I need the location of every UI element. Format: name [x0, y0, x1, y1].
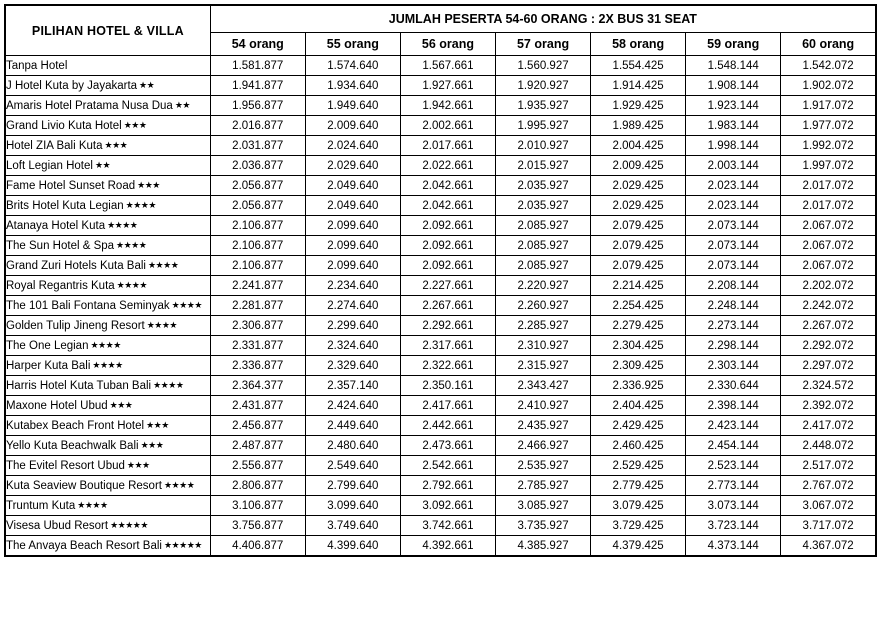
price-cell: 2.022.661 — [400, 156, 495, 176]
price-cell: 2.424.640 — [305, 396, 400, 416]
hotel-name-cell — [5, 216, 210, 236]
price-cell: 2.350.161 — [400, 376, 495, 396]
hotel-name-cell — [5, 436, 210, 456]
price-cell: 2.002.661 — [400, 116, 495, 136]
table-row — [5, 156, 876, 176]
price-cell: 3.742.661 — [400, 516, 495, 536]
table-row — [5, 76, 876, 96]
price-cell: 3.729.425 — [591, 516, 686, 536]
hotel-name-label: Grand Livio Kuta Hotel — [6, 119, 122, 132]
price-cell: 4.392.661 — [400, 536, 495, 557]
hotel-name-cell — [5, 76, 210, 96]
price-cell: 2.542.661 — [400, 456, 495, 476]
price-cell: 2.016.877 — [210, 116, 305, 136]
table-row — [5, 176, 876, 196]
hotel-name-label: Visesa Ubud Resort — [6, 519, 109, 532]
price-cell: 2.429.425 — [591, 416, 686, 436]
price-cell: 2.267.661 — [400, 296, 495, 316]
price-cell: 4.373.144 — [686, 536, 781, 557]
price-cell: 1.997.072 — [781, 156, 876, 176]
price-cell: 2.392.072 — [781, 396, 876, 416]
price-cell: 1.567.661 — [400, 56, 495, 76]
hotel-name-label: Kutabex Beach Front Hotel — [6, 419, 145, 432]
star-rating-icon: ★★ — [137, 79, 155, 90]
price-cell: 2.049.640 — [305, 176, 400, 196]
star-rating-icon: ★★★★ — [145, 259, 179, 270]
hotel-name-cell — [5, 536, 210, 557]
table-row — [5, 396, 876, 416]
price-cell: 1.914.425 — [591, 76, 686, 96]
price-cell: 2.003.144 — [686, 156, 781, 176]
price-cell: 2.067.072 — [781, 216, 876, 236]
hotel-name-cell — [5, 156, 210, 176]
price-cell: 2.435.927 — [496, 416, 591, 436]
price-cell: 2.343.427 — [496, 376, 591, 396]
star-rating-icon: ★★★ — [135, 179, 160, 190]
price-cell: 2.799.640 — [305, 476, 400, 496]
column-header-59: 59 orang — [686, 33, 781, 56]
price-cell: 1.581.877 — [210, 56, 305, 76]
star-rating-icon: ★★★★★ — [108, 519, 148, 530]
price-cell: 2.292.661 — [400, 316, 495, 336]
price-cell: 4.399.640 — [305, 536, 400, 557]
price-cell: 1.923.144 — [686, 96, 781, 116]
price-cell: 2.448.072 — [781, 436, 876, 456]
price-cell: 2.767.072 — [781, 476, 876, 496]
price-cell: 2.099.640 — [305, 256, 400, 276]
hotel-name-cell — [5, 376, 210, 396]
price-cell: 2.067.072 — [781, 256, 876, 276]
price-cell: 2.279.425 — [591, 316, 686, 336]
price-cell: 2.299.640 — [305, 316, 400, 336]
hotel-name-cell — [5, 236, 210, 256]
hotel-name-label: The Sun Hotel & Spa — [6, 239, 115, 252]
hotel-name-label: Grand Zuri Hotels Kuta Bali — [6, 259, 146, 272]
price-cell: 2.303.144 — [686, 356, 781, 376]
star-rating-icon: ★★★ — [121, 119, 147, 130]
table-row — [5, 476, 876, 496]
hotel-name-label: Brits Hotel Kuta Legian — [6, 199, 124, 212]
price-cell: 2.202.072 — [781, 276, 876, 296]
price-cell: 1.998.144 — [686, 136, 781, 156]
price-cell: 2.806.877 — [210, 476, 305, 496]
price-cell: 2.779.425 — [591, 476, 686, 496]
price-cell: 3.723.144 — [686, 516, 781, 536]
price-cell: 2.029.640 — [305, 156, 400, 176]
price-cell: 1.989.425 — [591, 116, 686, 136]
price-cell: 1.917.072 — [781, 96, 876, 116]
hotel-name-cell — [5, 456, 210, 476]
price-cell: 2.549.640 — [305, 456, 400, 476]
table-row — [5, 296, 876, 316]
table-row — [5, 356, 876, 376]
price-cell: 2.079.425 — [591, 256, 686, 276]
price-cell: 3.099.640 — [305, 496, 400, 516]
price-cell: 1.560.927 — [496, 56, 591, 76]
table-row — [5, 196, 876, 216]
star-rating-icon: ★★★★ — [144, 319, 177, 330]
price-cell: 2.009.425 — [591, 156, 686, 176]
price-cell: 2.417.661 — [400, 396, 495, 416]
price-cell: 3.756.877 — [210, 516, 305, 536]
price-cell: 2.031.877 — [210, 136, 305, 156]
price-cell: 2.306.877 — [210, 316, 305, 336]
price-cell: 2.085.927 — [496, 256, 591, 276]
hotel-name-label: The 101 Bali Fontana Seminyak — [6, 299, 170, 312]
column-header-60: 60 orang — [781, 33, 876, 56]
price-cell: 2.085.927 — [496, 236, 591, 256]
price-cell: 2.357.140 — [305, 376, 400, 396]
price-cell: 4.385.927 — [496, 536, 591, 557]
price-cell: 2.242.072 — [781, 296, 876, 316]
price-cell: 4.406.877 — [210, 536, 305, 557]
price-cell: 2.092.661 — [400, 256, 495, 276]
price-cell: 3.079.425 — [591, 496, 686, 516]
price-cell: 1.983.144 — [686, 116, 781, 136]
price-cell: 2.023.144 — [686, 176, 781, 196]
price-cell: 2.056.877 — [210, 196, 305, 216]
price-cell: 1.908.144 — [686, 76, 781, 96]
hotel-name-label: Loft Legian Hotel — [6, 159, 93, 172]
hotel-name-cell — [5, 196, 210, 216]
price-cell: 2.792.661 — [400, 476, 495, 496]
price-cell: 2.017.072 — [781, 176, 876, 196]
price-cell: 2.785.927 — [496, 476, 591, 496]
price-cell: 3.092.661 — [400, 496, 495, 516]
price-cell: 2.423.144 — [686, 416, 781, 436]
hotel-name-cell — [5, 176, 210, 196]
hotel-name-label: Maxone Hotel Ubud — [6, 399, 108, 412]
price-cell: 2.330.644 — [686, 376, 781, 396]
column-header-57: 57 orang — [496, 33, 591, 56]
price-cell: 2.331.877 — [210, 336, 305, 356]
price-cell: 2.079.425 — [591, 216, 686, 236]
price-cell: 2.073.144 — [686, 256, 781, 276]
price-cell: 1.942.661 — [400, 96, 495, 116]
hotel-name-label: Harris Hotel Kuta Tuban Bali — [6, 379, 152, 392]
star-rating-icon: ★★★★ — [114, 239, 147, 250]
table-main-header: JUMLAH PESERTA 54-60 ORANG : 2X BUS 31 SEAT — [210, 5, 876, 33]
price-cell: 2.456.877 — [210, 416, 305, 436]
price-cell: 2.073.144 — [686, 216, 781, 236]
hotel-name-label: The Anvaya Beach Resort Bali — [6, 539, 162, 552]
price-cell: 2.324.640 — [305, 336, 400, 356]
star-rating-icon: ★★★★ — [151, 379, 184, 390]
price-cell: 2.281.877 — [210, 296, 305, 316]
hotel-price-table — [4, 4, 877, 557]
price-cell: 2.017.661 — [400, 136, 495, 156]
table-row — [5, 416, 876, 436]
table-row — [5, 276, 876, 296]
price-cell: 2.241.877 — [210, 276, 305, 296]
price-cell: 2.214.425 — [591, 276, 686, 296]
hotel-name-cell — [5, 336, 210, 356]
price-cell: 2.297.072 — [781, 356, 876, 376]
price-cell: 3.085.927 — [496, 496, 591, 516]
column-header-54: 54 orang — [210, 33, 305, 56]
table-row — [5, 216, 876, 236]
hotel-name-label: Amaris Hotel Pratama Nusa Dua — [6, 99, 173, 112]
hotel-name-label: J Hotel Kuta by Jayakarta — [6, 79, 138, 92]
price-cell: 2.449.640 — [305, 416, 400, 436]
price-cell: 2.460.425 — [591, 436, 686, 456]
price-cell: 2.073.144 — [686, 236, 781, 256]
table-row — [5, 256, 876, 276]
table-row — [5, 236, 876, 256]
table-row — [5, 96, 876, 116]
price-cell: 2.092.661 — [400, 236, 495, 256]
column-header-56: 56 orang — [400, 33, 495, 56]
price-cell: 2.466.927 — [496, 436, 591, 456]
price-cell: 2.417.072 — [781, 416, 876, 436]
price-cell: 2.336.925 — [591, 376, 686, 396]
price-cell: 2.106.877 — [210, 236, 305, 256]
price-cell: 2.442.661 — [400, 416, 495, 436]
price-cell: 1.542.072 — [781, 56, 876, 76]
hotel-name-label: Royal Regantris Kuta — [6, 279, 115, 292]
hotel-name-cell — [5, 96, 210, 116]
table-row — [5, 336, 876, 356]
star-rating-icon: ★★★★ — [161, 479, 195, 490]
hotel-name-label: Hotel ZIA Bali Kuta — [6, 139, 103, 152]
price-cell: 2.298.144 — [686, 336, 781, 356]
price-cell: 1.927.661 — [400, 76, 495, 96]
price-cell: 1.995.927 — [496, 116, 591, 136]
price-cell: 1.574.640 — [305, 56, 400, 76]
price-cell: 2.523.144 — [686, 456, 781, 476]
table-row — [5, 516, 876, 536]
hotel-name-cell — [5, 316, 210, 336]
price-cell: 2.023.144 — [686, 196, 781, 216]
price-cell: 1.934.640 — [305, 76, 400, 96]
price-cell: 2.431.877 — [210, 396, 305, 416]
price-cell: 2.324.572 — [781, 376, 876, 396]
price-cell: 2.322.661 — [400, 356, 495, 376]
price-cell: 2.260.927 — [496, 296, 591, 316]
star-rating-icon: ★★★★ — [88, 339, 121, 350]
price-cell: 2.285.927 — [496, 316, 591, 336]
price-cell: 2.473.661 — [400, 436, 495, 456]
table-header — [5, 5, 876, 56]
star-rating-icon: ★★ — [92, 159, 111, 170]
price-cell: 2.042.661 — [400, 176, 495, 196]
price-cell: 4.379.425 — [591, 536, 686, 557]
price-cell: 1.977.072 — [781, 116, 876, 136]
price-cell: 3.735.927 — [496, 516, 591, 536]
price-cell: 3.717.072 — [781, 516, 876, 536]
price-cell: 2.029.425 — [591, 196, 686, 216]
price-cell: 1.992.072 — [781, 136, 876, 156]
star-rating-icon: ★★★★ — [105, 219, 138, 230]
price-cell: 2.010.927 — [496, 136, 591, 156]
star-rating-icon: ★★★ — [107, 399, 133, 410]
price-cell: 1.902.072 — [781, 76, 876, 96]
price-cell: 2.292.072 — [781, 336, 876, 356]
hotel-name-cell — [5, 276, 210, 296]
table-row — [5, 456, 876, 476]
price-cell: 4.367.072 — [781, 536, 876, 557]
table-row — [5, 136, 876, 156]
price-cell: 2.035.927 — [496, 196, 591, 216]
star-rating-icon: ★★★ — [144, 419, 169, 430]
price-cell: 2.106.877 — [210, 256, 305, 276]
hotel-name-label: Fame Hotel Sunset Road — [6, 179, 136, 192]
price-cell: 2.099.640 — [305, 216, 400, 236]
star-rating-icon: ★★★ — [124, 459, 150, 470]
price-cell: 2.315.927 — [496, 356, 591, 376]
price-cell: 2.317.661 — [400, 336, 495, 356]
table-row — [5, 56, 876, 76]
price-cell: 3.067.072 — [781, 496, 876, 516]
price-cell: 2.079.425 — [591, 236, 686, 256]
hotel-name-label: Tanpa Hotel — [6, 59, 68, 72]
price-cell: 2.106.877 — [210, 216, 305, 236]
table-row — [5, 376, 876, 396]
table-row — [5, 316, 876, 336]
price-cell: 1.929.425 — [591, 96, 686, 116]
hotel-name-label: Truntum Kuta — [6, 499, 76, 512]
price-cell: 2.310.927 — [496, 336, 591, 356]
price-cell: 2.556.877 — [210, 456, 305, 476]
price-cell: 1.548.144 — [686, 56, 781, 76]
hotel-name-label: Atanaya Hotel Kuta — [6, 219, 106, 232]
price-cell: 2.364.377 — [210, 376, 305, 396]
price-cell: 2.336.877 — [210, 356, 305, 376]
price-cell: 3.073.144 — [686, 496, 781, 516]
price-cell: 2.529.425 — [591, 456, 686, 476]
price-cell: 2.208.144 — [686, 276, 781, 296]
hotel-name-cell — [5, 136, 210, 156]
star-rating-icon: ★★★ — [102, 139, 128, 150]
table-row — [5, 536, 876, 557]
price-cell: 2.274.640 — [305, 296, 400, 316]
column-header-58: 58 orang — [591, 33, 686, 56]
price-cell: 2.398.144 — [686, 396, 781, 416]
price-cell: 2.024.640 — [305, 136, 400, 156]
hotel-name-label: The Evitel Resort Ubud — [6, 459, 125, 472]
price-cell: 2.029.425 — [591, 176, 686, 196]
hotel-name-cell — [5, 516, 210, 536]
star-rating-icon: ★★★★ — [114, 279, 147, 290]
price-cell: 1.554.425 — [591, 56, 686, 76]
star-rating-icon: ★★★ — [138, 439, 164, 450]
price-cell: 2.227.661 — [400, 276, 495, 296]
price-cell: 2.273.144 — [686, 316, 781, 336]
hotel-name-cell — [5, 396, 210, 416]
price-cell: 2.085.927 — [496, 216, 591, 236]
star-rating-icon: ★★ — [172, 99, 190, 110]
price-cell: 1.941.877 — [210, 76, 305, 96]
hotel-name-cell — [5, 116, 210, 136]
hotel-name-label: The One Legian — [6, 339, 89, 352]
table-row — [5, 496, 876, 516]
price-cell: 2.773.144 — [686, 476, 781, 496]
star-rating-icon: ★★★★ — [169, 299, 202, 310]
price-cell: 2.056.877 — [210, 176, 305, 196]
table-corner-title: PILIHAN HOTEL & VILLA — [5, 5, 210, 56]
price-cell: 2.042.661 — [400, 196, 495, 216]
hotel-name-label: Kuta Seaview Boutique Resort — [6, 479, 162, 492]
price-cell: 2.036.877 — [210, 156, 305, 176]
star-rating-icon: ★★★★★ — [161, 539, 202, 550]
price-cell: 2.099.640 — [305, 236, 400, 256]
hotel-name-cell — [5, 356, 210, 376]
price-cell: 2.248.144 — [686, 296, 781, 316]
hotel-name-cell — [5, 56, 210, 76]
table-row — [5, 116, 876, 136]
price-cell: 2.049.640 — [305, 196, 400, 216]
table-row — [5, 436, 876, 456]
price-cell: 1.920.927 — [496, 76, 591, 96]
price-cell: 2.404.425 — [591, 396, 686, 416]
price-cell: 2.454.144 — [686, 436, 781, 456]
star-rating-icon: ★★★★ — [123, 199, 156, 210]
header-row-main — [5, 5, 876, 33]
hotel-name-cell — [5, 296, 210, 316]
star-rating-icon: ★★★★ — [75, 499, 108, 510]
price-cell: 3.749.640 — [305, 516, 400, 536]
price-cell: 2.220.927 — [496, 276, 591, 296]
price-cell: 2.067.072 — [781, 236, 876, 256]
hotel-name-label: Yello Kuta Beachwalk Bali — [6, 439, 139, 452]
price-cell: 2.017.072 — [781, 196, 876, 216]
price-cell: 1.949.640 — [305, 96, 400, 116]
price-cell: 2.004.425 — [591, 136, 686, 156]
price-cell: 2.267.072 — [781, 316, 876, 336]
column-header-55: 55 orang — [305, 33, 400, 56]
price-cell: 2.487.877 — [210, 436, 305, 456]
price-cell: 2.234.640 — [305, 276, 400, 296]
price-cell: 2.480.640 — [305, 436, 400, 456]
price-cell: 2.410.927 — [496, 396, 591, 416]
hotel-name-cell — [5, 476, 210, 496]
hotel-name-label: Harper Kuta Bali — [6, 359, 91, 372]
hotel-name-cell — [5, 256, 210, 276]
table-body — [5, 56, 876, 557]
hotel-name-label: Golden Tulip Jineng Resort — [6, 319, 145, 332]
price-cell: 2.535.927 — [496, 456, 591, 476]
price-cell: 2.254.425 — [591, 296, 686, 316]
price-cell: 2.015.927 — [496, 156, 591, 176]
price-cell: 2.517.072 — [781, 456, 876, 476]
price-cell: 2.329.640 — [305, 356, 400, 376]
price-cell: 2.309.425 — [591, 356, 686, 376]
price-cell: 2.009.640 — [305, 116, 400, 136]
hotel-name-cell — [5, 416, 210, 436]
price-cell: 1.956.877 — [210, 96, 305, 116]
price-cell: 1.935.927 — [496, 96, 591, 116]
price-cell: 2.092.661 — [400, 216, 495, 236]
price-cell: 2.304.425 — [591, 336, 686, 356]
star-rating-icon: ★★★★ — [90, 359, 123, 370]
price-cell: 2.035.927 — [496, 176, 591, 196]
price-cell: 3.106.877 — [210, 496, 305, 516]
hotel-name-cell — [5, 496, 210, 516]
